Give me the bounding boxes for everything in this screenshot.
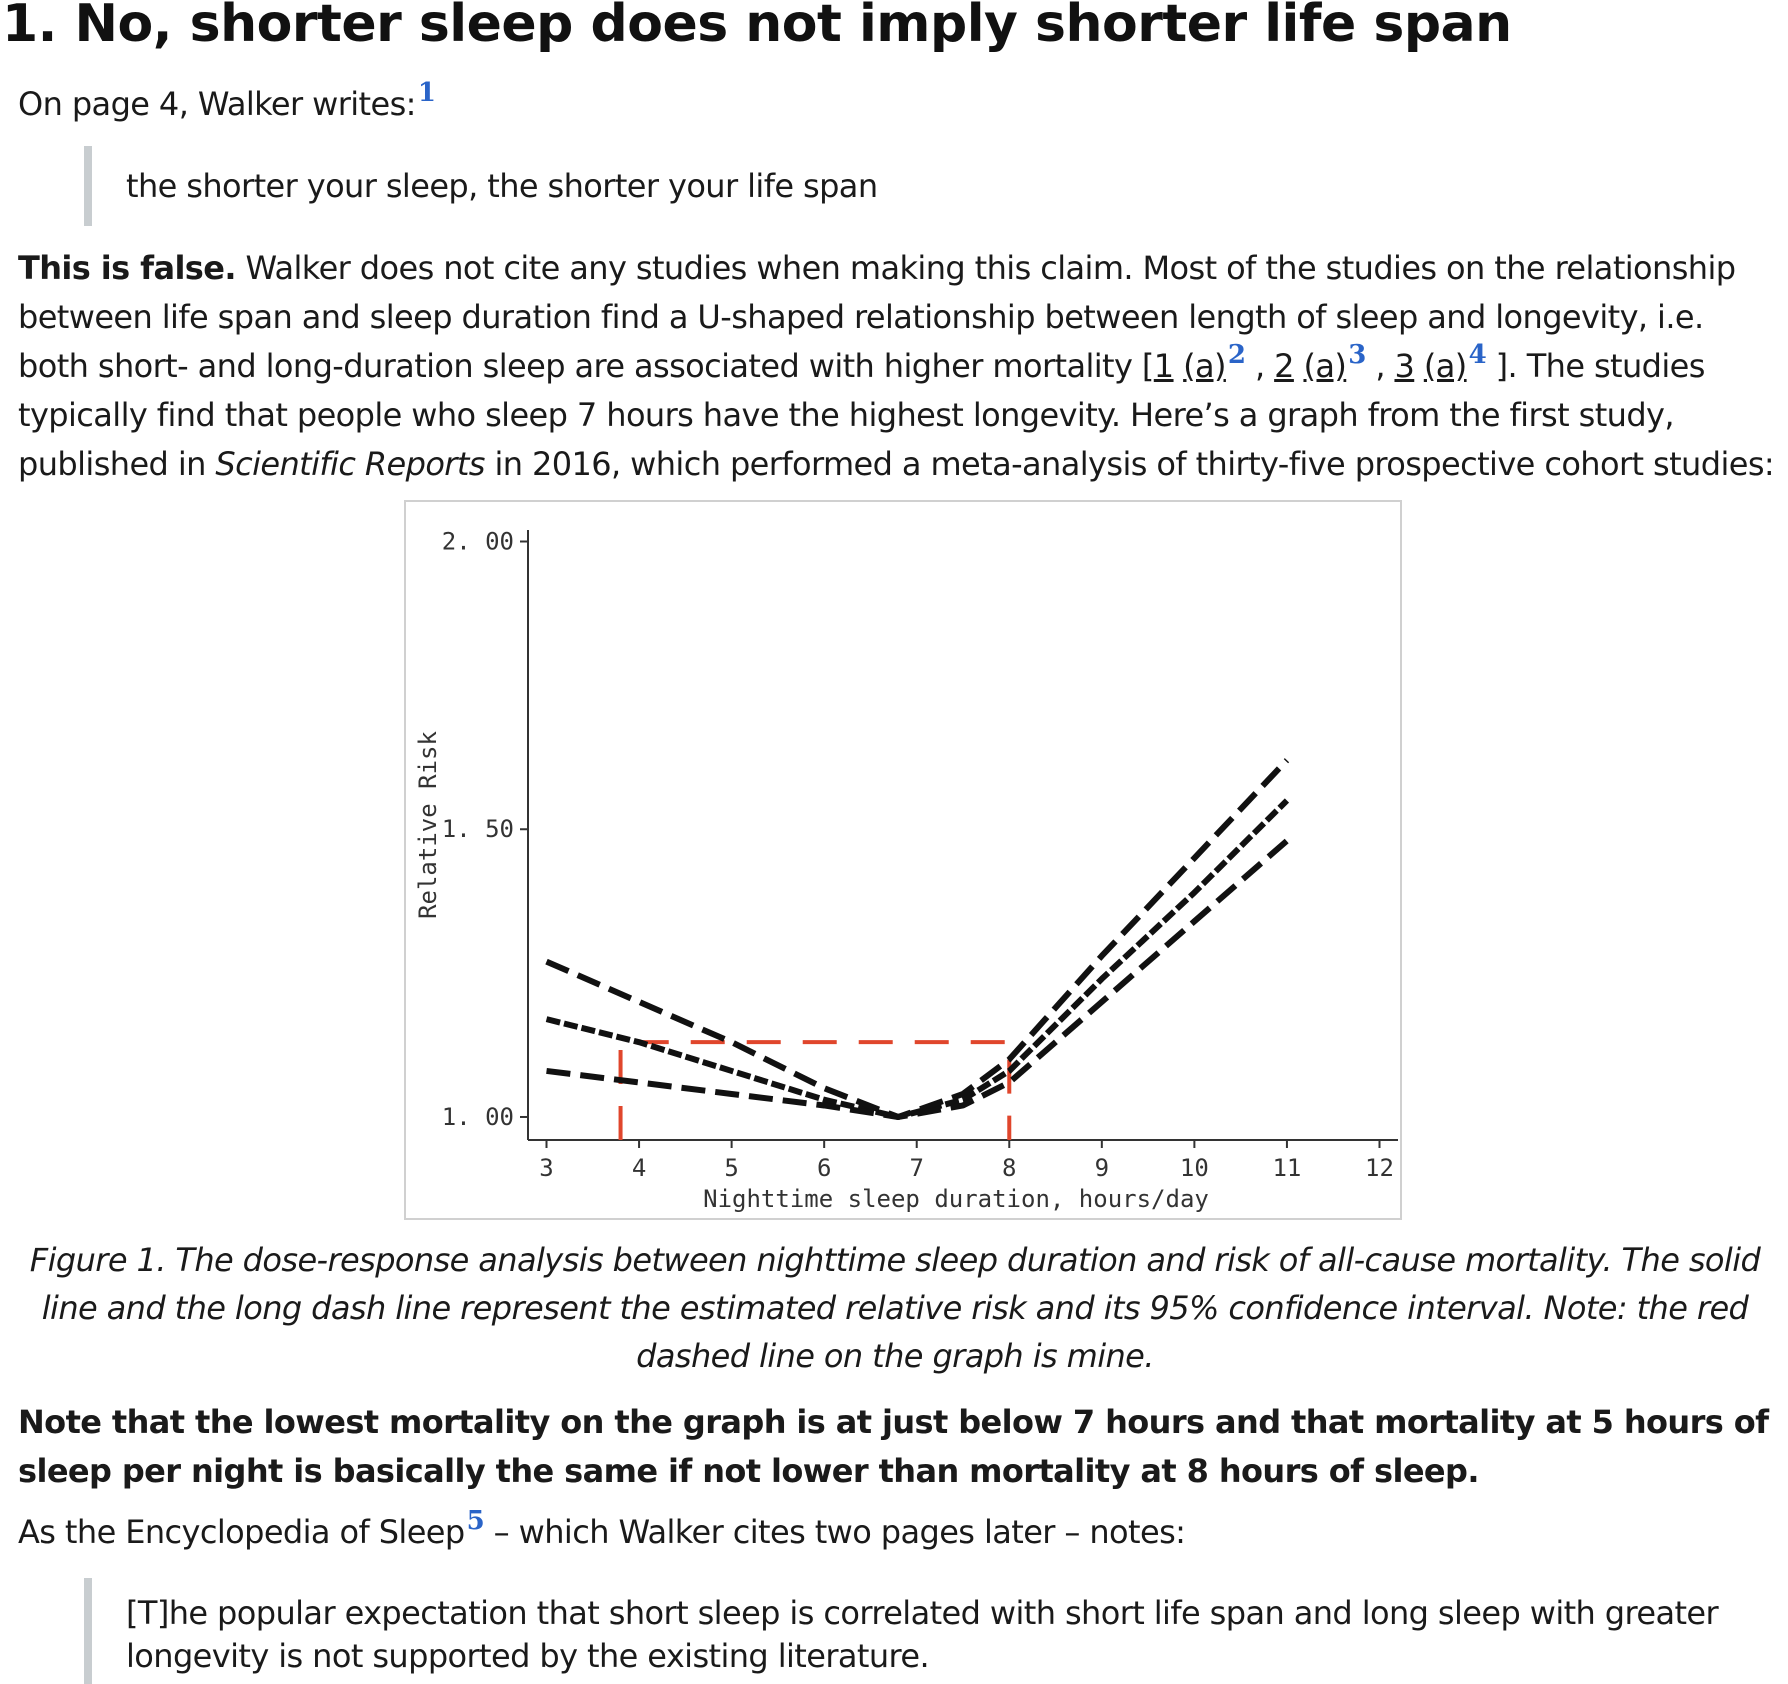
citation-separator: ,	[1365, 347, 1395, 385]
para2-text-a: As the Encyclopedia of Sleep	[18, 1513, 465, 1551]
intro-text: On page 4, Walker writes:	[18, 85, 416, 123]
claim-verdict: This is false.	[18, 249, 236, 287]
x-tick-label: 8	[1002, 1154, 1017, 1182]
x-tick-label: 3	[539, 1154, 554, 1182]
figure	[404, 500, 1402, 1220]
footnote-ref-4[interactable]: 4	[1468, 340, 1487, 370]
footnote-ref-3[interactable]: 3	[1348, 340, 1366, 370]
quote-text: the shorter your sleep, the shorter your life span	[126, 167, 878, 205]
figure-caption: Figure 1. The dose-response analysis between nighttime sleep duration and risk of all-cause mortality. The solid line and the long dash line represent the estimated relative risk and its 95% confidence interval. Note: the red dashed line on the graph is mine.	[29, 1241, 1761, 1375]
x-axis-label: Nighttime sleep duration, hours/day	[703, 1185, 1209, 1213]
blockquote-encyclopedia	[84, 1578, 1766, 1684]
citation-1-archive-link[interactable]: (a)	[1183, 347, 1226, 385]
y-axis-label: Relative Risk	[414, 731, 442, 919]
journal-name: Scientific Reports	[215, 445, 485, 483]
blockquote-walker	[84, 146, 1766, 226]
x-tick-label: 11	[1272, 1154, 1302, 1182]
chart-frame	[405, 501, 1401, 1219]
x-tick-label: 7	[909, 1154, 924, 1182]
para-text-c: in 2016, which performed a meta-analysis of thirty-five prospective cohort studies:	[484, 445, 1775, 483]
citation-3-archive-link[interactable]: (a)	[1423, 347, 1467, 385]
citation-2-link[interactable]: 2	[1274, 347, 1294, 385]
x-tick-label: 4	[631, 1154, 647, 1182]
citation-separator: ,	[1245, 347, 1275, 385]
y-tick-label: 1. 00	[441, 1102, 514, 1131]
x-tick-label: 10	[1179, 1154, 1209, 1182]
footnote-ref-5[interactable]: 5	[466, 1506, 485, 1536]
encyclopedia-paragraph	[18, 1508, 1778, 1557]
x-tick-label: 6	[816, 1154, 832, 1182]
para-text-b: ]. The studies typically find that people who sleep 7 hours have the highest longevity. Here’s a graph from the first study, published in	[18, 347, 1705, 483]
citation-2-archive-link[interactable]: (a)	[1303, 347, 1347, 385]
y-tick-label: 1. 50	[441, 815, 514, 844]
para-text-a: Walker does not cite any studies when making this claim. Most of the studies on the relationship between life span and sleep duration find a U-shaped relationship between length of sleep and longevity, i.e. both short- and long-duration sleep are associated with higher mortality [	[18, 249, 1736, 385]
dose-response-chart	[404, 500, 1402, 1220]
x-tick-label: 12	[1365, 1154, 1394, 1182]
intro-paragraph	[18, 80, 1778, 129]
x-tick-label: 5	[724, 1154, 739, 1182]
citation-1-link[interactable]: 1	[1153, 347, 1174, 385]
key-note: Note that the lowest mortality on the graph is at just below 7 hours and that mortality at 5 hours of sleep per night is basically the same if not lower than mortality at 8 hours of sleep.	[18, 1403, 1769, 1490]
quote2-text: [T]he popular expectation that short sleep is correlated with short life span and long sleep with greater longevity is not supported by the existing literature.	[126, 1594, 1719, 1675]
footnote-ref-2[interactable]: 2	[1227, 340, 1246, 370]
y-tick-label: 2. 00	[441, 527, 514, 556]
para2-text-b: – which Walker cites two pages later – notes:	[484, 1513, 1186, 1551]
section-heading: 1. No, shorter sleep does not imply shorter life span	[2, 0, 1512, 54]
main-paragraph	[18, 244, 1778, 489]
citation-3-link[interactable]: 3	[1394, 347, 1415, 385]
x-tick-label: 9	[1094, 1154, 1110, 1182]
footnote-ref-1[interactable]: 1	[417, 78, 436, 108]
